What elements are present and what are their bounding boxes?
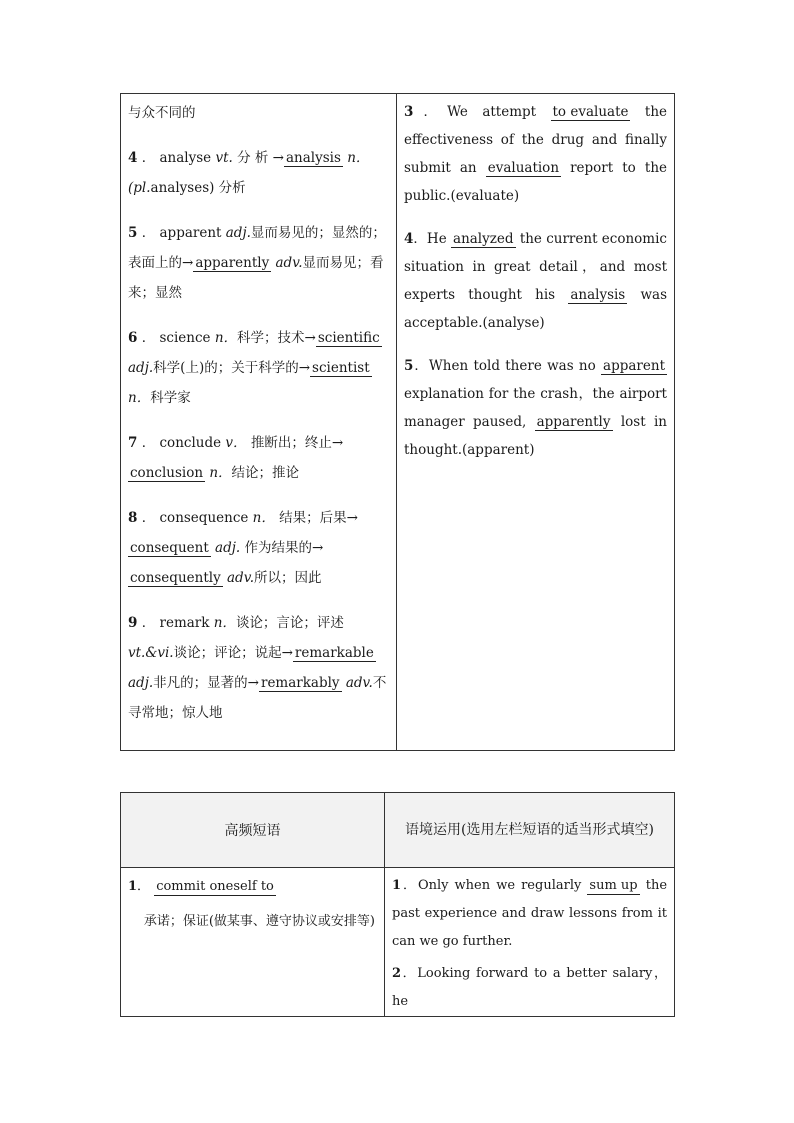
- phrase-left-cell: [121, 868, 385, 1017]
- phrase-table: [120, 792, 675, 1017]
- header-high-freq-phrases: 高频短语: [121, 793, 385, 868]
- header-context-usage: 语境运用(选用左栏短语的适当形式填空): [385, 793, 675, 868]
- exercise-sentence: 4．He analyzed the current economic situation in great detail，and most experts thought his analysis was acceptable.(analyse): [404, 231, 668, 331]
- answer-blank: analysis: [286, 150, 341, 166]
- answer-blank: sum up: [589, 878, 638, 893]
- answer-blank: apparently: [536, 414, 611, 430]
- answer-blank: analyzed: [453, 231, 514, 247]
- vocab-entry: 4 ． analyse vt. 分 析 → analysis n．(pl.analyses) 分析: [128, 150, 370, 196]
- answer-blank: to evaluate: [552, 104, 629, 120]
- answer-blank: consequent: [130, 540, 209, 556]
- cell-head-text: 与众不同的: [128, 105, 196, 121]
- answer-blank: analysis: [570, 287, 626, 303]
- phrase-answer: commit oneself to: [156, 879, 274, 894]
- vocab-entry: 8 ． consequence n． 结果；后果→consequent adj. 作为结果的→consequently adv.所以；因此: [128, 510, 358, 586]
- vocab-entry: 9 ． remark n．谈论；言论；评述 vt.&vi.谈论；评论；说起→ remarkable adj.非凡的；显著的→ remarkably adv.不寻常地；惊人地: [128, 615, 387, 721]
- vocab-left-cell: [121, 94, 397, 751]
- phrase-right-cell: [385, 868, 675, 1017]
- answer-blank: apparent: [603, 358, 665, 374]
- phrase-entry: 1． commit oneself to: [128, 879, 274, 894]
- vocab-table-words: [120, 93, 675, 751]
- exercise-sentence: 2．Looking forward to a better salary，he: [392, 966, 667, 1009]
- exercise-sentence: 3．We attempt to evaluate the effectiveness of the drug and finally submit an evaluation report to the public.(evaluate): [404, 104, 668, 204]
- phrase-meaning: 承诺；保证(做某事、遵守协议或安排等): [143, 914, 375, 929]
- answer-blank: evaluation: [487, 160, 560, 176]
- vocab-entry: 7 ． conclude v． 推断出；终止→conclusion n．结论；推论: [128, 435, 344, 481]
- answer-blank: remarkable: [294, 645, 374, 661]
- answer-blank: scientific: [317, 330, 380, 346]
- context-right-cell: [397, 94, 675, 751]
- answer-blank: remarkably: [260, 675, 340, 691]
- exercise-sentence: 5．When told there was no apparent explanation for the crash，the airport manager paused, apparently lost in thought.(apparent): [404, 358, 667, 458]
- answer-blank: apparently: [195, 255, 270, 271]
- answer-blank: scientist: [312, 360, 370, 376]
- vocab-entry: 6 ． science n．科学；技术→ scientific adj.科学(上)的；关于科学的→ scientist n．科学家: [128, 330, 380, 406]
- answer-blank: consequently: [130, 570, 221, 586]
- vocab-entry: 5 ． apparent adj.显而易见的；显然的；表面上的→ apparently adv.显而易见；看来；显然: [128, 225, 386, 301]
- exercise-sentence: 1．Only when we regularly sum up the past experience and draw lessons from it can we go further.: [392, 878, 668, 949]
- answer-blank: conclusion: [130, 465, 204, 481]
